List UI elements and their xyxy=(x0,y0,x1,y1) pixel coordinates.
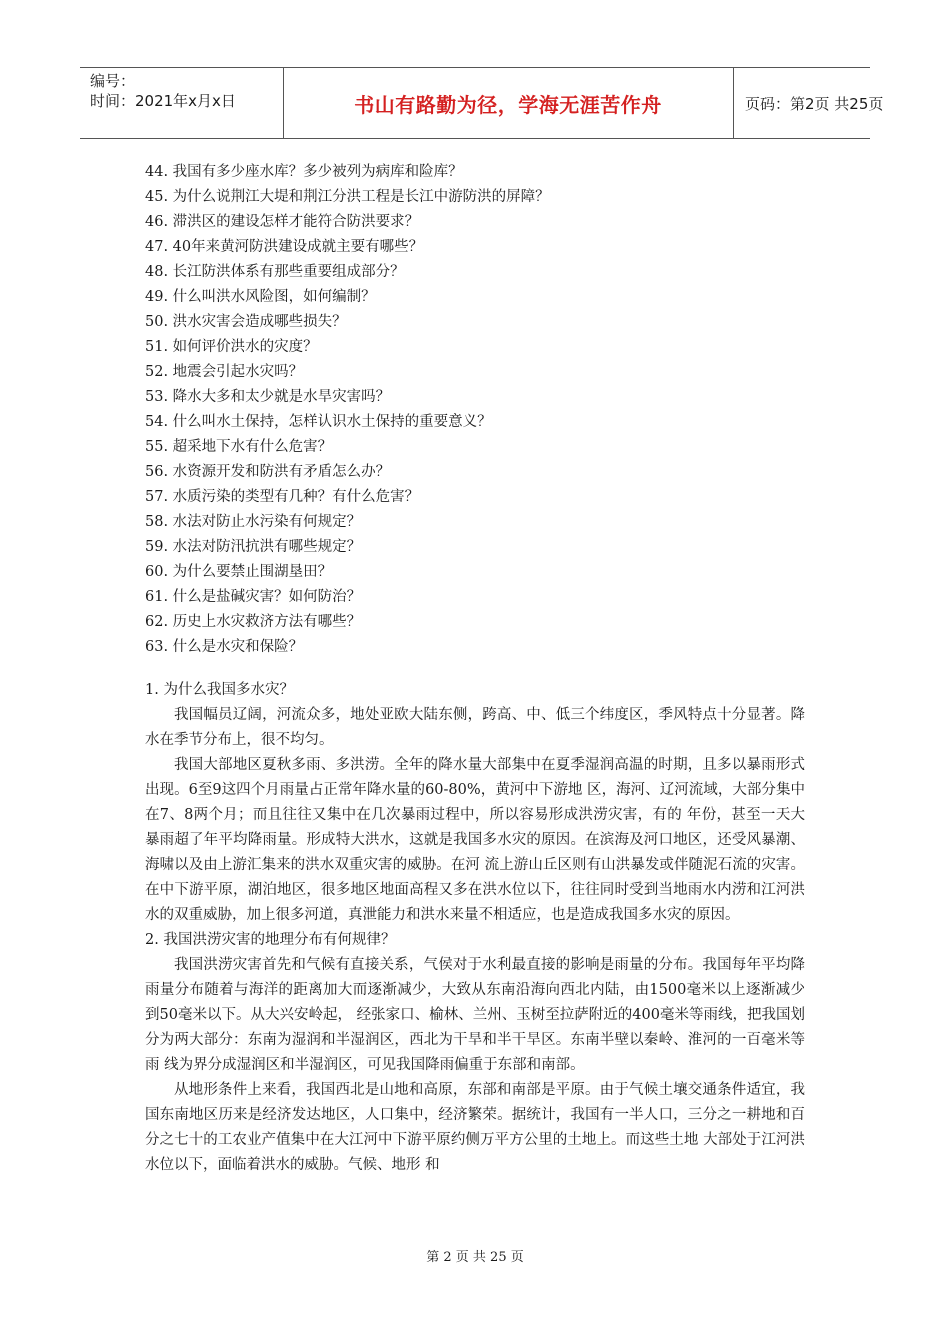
question-item: 53. 降水大多和太少就是水旱灾害吗？ xyxy=(145,389,391,405)
question-item: 56. 水资源开发和防洪有矛盾怎么办？ xyxy=(145,464,391,480)
question-item: 50. 洪水灾害会造成哪些损失？ xyxy=(145,314,347,330)
header-motto-cell xyxy=(283,68,734,138)
section-paragraph: 我国幅员辽阔，河流众多，地处亚欧大陆东侧，跨高、中、低三个纬度区，季风特点十分显著。降水在季节分布上，很不均匀。 xyxy=(145,707,805,748)
question-item: 52. 地震会引起水灾吗？ xyxy=(145,364,304,380)
question-item: 63. 什么是水灾和保险？ xyxy=(145,639,304,655)
section-heading: 2. 我国洪涝灾害的地理分布有何规律？ xyxy=(145,932,396,948)
section-paragraph: 我国洪涝灾害首先和气候有直接关系，气侯对于水利最直接的影响是雨量的分布。我国每年平均降雨量分布随着与海洋的距离加大而逐渐减少，大致从东南沿海向西北内陆，由1500毫米以上逐渐减少到50毫米以下。从大兴安岭起， 经张家口、榆林、兰州、玉树至拉萨附近的400毫米等雨线，把我国划分为两大部分：东南为湿润和半湿润区，西北为干旱和半干旱区。东南半壁以秦岭、淮河的一百毫米等雨 线为界分成湿润区和半湿润区，可见我国降雨偏重于东部和南部。 xyxy=(145,957,805,1073)
question-item: 44. 我国有多少座水库？多少被列为病库和险库？ xyxy=(145,164,463,180)
header-page-cell xyxy=(733,68,884,138)
section-paragraph: 从地形条件上来看，我国西北是山地和高原，东部和南部是平原。由于气候土壤交通条件适宜，我国东南地区历来是经济发达地区，人口集中，经济繁荣。据统计，我国有一半人口，三分之一耕地和百分之七十的工农业产值集中在大江河中下游平原约侧万平方公里的土地上。而这些土地 大部处于江河洪水位以下，面临着洪水的威胁。气候、地形 和 xyxy=(145,1082,805,1173)
question-item: 46. 滞洪区的建设怎样才能符合防洪要求？ xyxy=(145,214,420,230)
question-list xyxy=(145,160,825,660)
section-paragraph: 我国大部地区夏秋多雨、多洪涝。全年的降水量大部集中在夏季湿润高温的时期，且多以暴雨形式出现。6至9这四个月雨量占正常年降水量的60-80%，黄河中下游地 区，海河、辽河流域，大部分集中在7、8两个月；而且往往又集中在几次暴雨过程中，所以容易形成洪涝灾害，有的 年份，甚至一天大暴雨超了年平均降雨量。形成特大洪水，这就是我国多水灾的原因。在滨海及河口地区，还受风暴潮、海啸以及由上游汇集来的洪水双重灾害的威胁。在河 流上游山丘区则有山洪暴发或伴随泥石流的灾害。在中下游平原，湖泊地区，很多地区地面高程又多在洪水位以下，往往同时受到当地雨水内涝和江河洪水的双重威胁，加上很多河道，真泄能力和洪水来量不相适应，也是造成我国多水灾的原因。 xyxy=(145,757,805,923)
page-header xyxy=(80,67,884,139)
document-time-label: 时间：2021年x月x日 xyxy=(90,92,236,110)
header-motto: 书山有路勤为径，学海无涯苦作舟 xyxy=(354,92,662,117)
question-item: 48. 长江防洪体系有那些重要组成部分？ xyxy=(145,264,405,280)
question-item: 57. 水质污染的类型有几种？有什么危害？ xyxy=(145,489,420,505)
question-item: 54. 什么叫水土保持，怎样认识水土保持的重要意义？ xyxy=(145,414,492,430)
question-item: 49. 什么叫洪水风险图，如何编制？ xyxy=(145,289,376,305)
page-footer: 第 2 页 共 25 页 xyxy=(426,1250,524,1265)
question-item: 60. 为什么要禁止围湖垦田？ xyxy=(145,564,333,580)
question-item: 62. 历史上水灾救济方法有哪些？ xyxy=(145,614,362,630)
document-body xyxy=(145,678,805,1178)
header-page-code: 页码：第2页 共25页 xyxy=(745,94,884,113)
question-item: 61. 什么是盐碱灾害？如何防治？ xyxy=(145,589,362,605)
header-info-cell xyxy=(80,68,284,138)
question-item: 45. 为什么说荆江大堤和荆江分洪工程是长江中游防洪的屏障？ xyxy=(145,189,550,205)
question-item: 51. 如何评价洪水的灾度？ xyxy=(145,339,318,355)
question-item: 59. 水法对防汛抗洪有哪些规定？ xyxy=(145,539,362,555)
document-number-label: 编号： xyxy=(90,72,136,90)
question-item: 47. 40年来黄河防洪建设成就主要有哪些？ xyxy=(145,239,424,255)
question-item: 55. 超采地下水有什么危害？ xyxy=(145,439,333,455)
section-heading: 1. 为什么我国多水灾？ xyxy=(145,682,294,698)
question-item: 58. 水法对防止水污染有何规定？ xyxy=(145,514,362,530)
